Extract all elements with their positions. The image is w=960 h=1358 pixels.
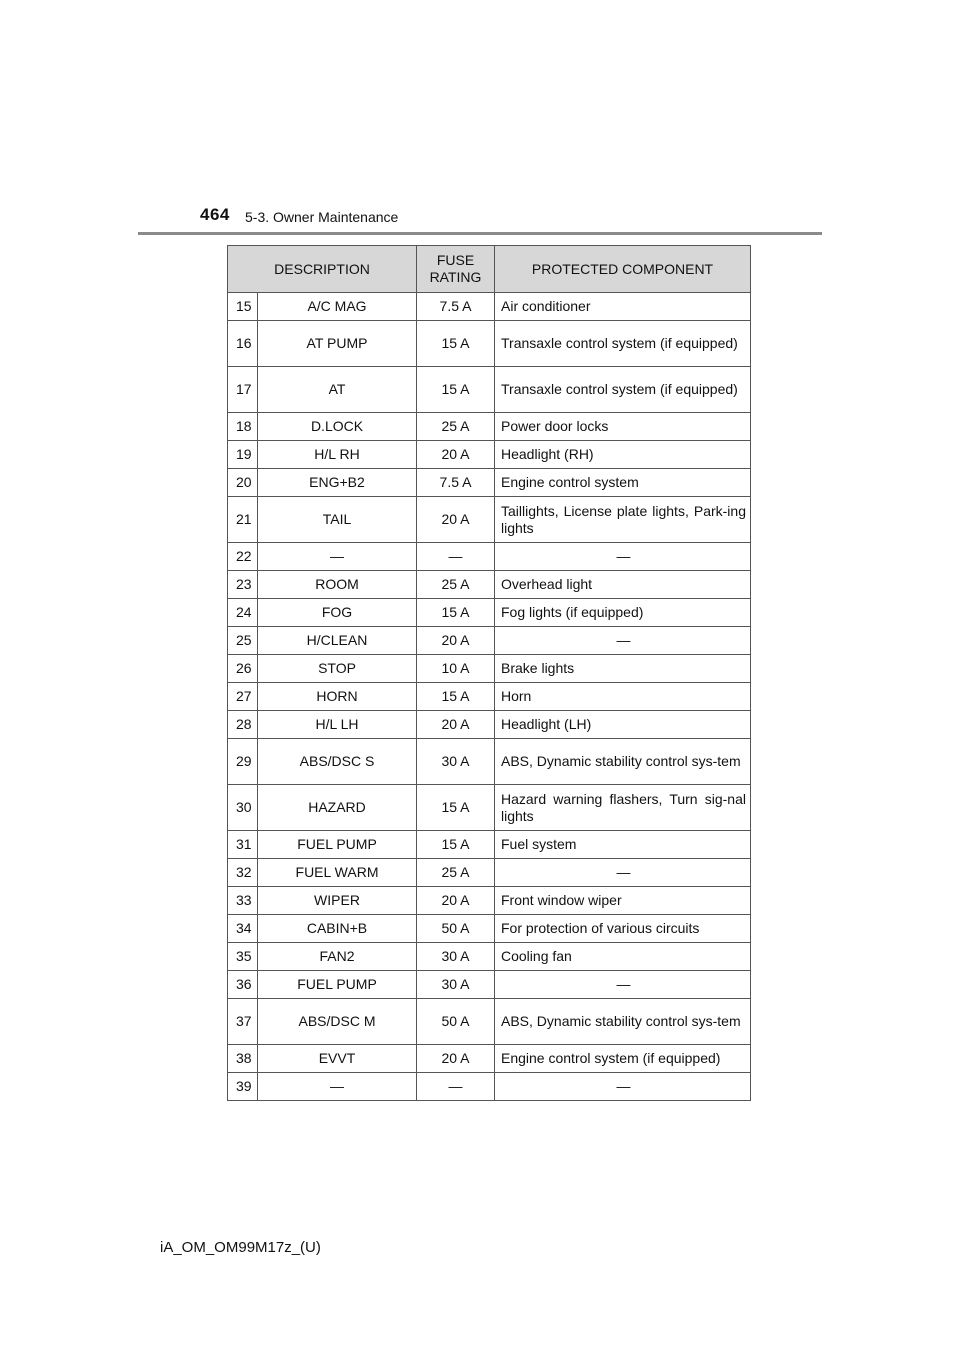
cell-number: 27 — [228, 683, 258, 711]
cell-fuse-rating: 50 A — [417, 999, 495, 1045]
cell-protected-component: — — [495, 1073, 751, 1101]
cell-number: 18 — [228, 413, 258, 441]
cell-fuse-rating: 10 A — [417, 655, 495, 683]
cell-fuse-rating: 7.5 A — [417, 293, 495, 321]
cell-protected-component: Hazard warning flashers, Turn sig-nal lights — [495, 785, 751, 831]
cell-number: 30 — [228, 785, 258, 831]
cell-fuse-rating: 20 A — [417, 441, 495, 469]
table-header-row — [228, 246, 751, 293]
cell-description: ROOM — [258, 571, 417, 599]
cell-protected-component: Power door locks — [495, 413, 751, 441]
cell-fuse-rating: 15 A — [417, 831, 495, 859]
cell-fuse-rating: 7.5 A — [417, 469, 495, 497]
cell-description: H/CLEAN — [258, 627, 417, 655]
table-row — [228, 831, 751, 859]
cell-protected-component: — — [495, 543, 751, 571]
cell-description: — — [258, 543, 417, 571]
cell-number: 29 — [228, 739, 258, 785]
cell-number: 36 — [228, 971, 258, 999]
table-row — [228, 739, 751, 785]
cell-description: EVVT — [258, 1045, 417, 1073]
cell-protected-component: Taillights, License plate lights, Park-ing lights — [495, 497, 751, 543]
cell-protected-component: — — [495, 627, 751, 655]
table-row — [228, 887, 751, 915]
cell-fuse-rating: 30 A — [417, 739, 495, 785]
cell-number: 22 — [228, 543, 258, 571]
cell-protected-component: Engine control system (if equipped) — [495, 1045, 751, 1073]
table-row — [228, 469, 751, 497]
table-row — [228, 785, 751, 831]
table-row — [228, 655, 751, 683]
header-rule — [138, 232, 822, 235]
cell-description: FUEL PUMP — [258, 971, 417, 999]
cell-protected-component: — — [495, 971, 751, 999]
cell-fuse-rating: 20 A — [417, 711, 495, 739]
table-row — [228, 1073, 751, 1101]
cell-number: 20 — [228, 469, 258, 497]
cell-description: FUEL WARM — [258, 859, 417, 887]
cell-protected-component: Overhead light — [495, 571, 751, 599]
cell-fuse-rating: 30 A — [417, 971, 495, 999]
page-number: 464 — [200, 205, 230, 224]
cell-protected-component: For protection of various circuits — [495, 915, 751, 943]
table-row — [228, 293, 751, 321]
cell-fuse-rating: 25 A — [417, 571, 495, 599]
cell-number: 16 — [228, 321, 258, 367]
cell-number: 17 — [228, 367, 258, 413]
cell-description: CABIN+B — [258, 915, 417, 943]
table-row — [228, 367, 751, 413]
cell-number: 39 — [228, 1073, 258, 1101]
cell-description: FAN2 — [258, 943, 417, 971]
cell-description: AT — [258, 367, 417, 413]
column-header-fuse-rating — [417, 246, 495, 293]
table-row — [228, 413, 751, 441]
table-row — [228, 627, 751, 655]
cell-description: — — [258, 1073, 417, 1101]
cell-fuse-rating: 20 A — [417, 1045, 495, 1073]
cell-protected-component: Front window wiper — [495, 887, 751, 915]
table-row — [228, 915, 751, 943]
cell-description: A/C MAG — [258, 293, 417, 321]
table-row — [228, 441, 751, 469]
cell-fuse-rating: 25 A — [417, 859, 495, 887]
cell-protected-component: Headlight (LH) — [495, 711, 751, 739]
cell-protected-component: Transaxle control system (if equipped) — [495, 321, 751, 367]
cell-fuse-rating: 30 A — [417, 943, 495, 971]
cell-number: 28 — [228, 711, 258, 739]
cell-description: H/L LH — [258, 711, 417, 739]
cell-number: 19 — [228, 441, 258, 469]
cell-fuse-rating: 20 A — [417, 497, 495, 543]
cell-description: D.LOCK — [258, 413, 417, 441]
cell-protected-component: Engine control system — [495, 469, 751, 497]
cell-fuse-rating: — — [417, 543, 495, 571]
document-code: iA_OM_OM99M17z_(U) — [160, 1239, 321, 1256]
cell-protected-component: ABS, Dynamic stability control sys-tem — [495, 999, 751, 1045]
cell-number: 15 — [228, 293, 258, 321]
section-title: 5-3. Owner Maintenance — [245, 209, 399, 225]
cell-number: 34 — [228, 915, 258, 943]
table-row — [228, 943, 751, 971]
cell-protected-component: Fog lights (if equipped) — [495, 599, 751, 627]
fuse-rating-line1: FUSE — [436, 252, 475, 268]
cell-protected-component: Fuel system — [495, 831, 751, 859]
column-header-description: DESCRIPTION — [228, 246, 417, 293]
fuse-table-body — [228, 293, 751, 1101]
cell-description: ENG+B2 — [258, 469, 417, 497]
table-row — [228, 999, 751, 1045]
cell-description: TAIL — [258, 497, 417, 543]
column-header-protected-component: PROTECTED COMPONENT — [495, 246, 751, 293]
cell-fuse-rating: 25 A — [417, 413, 495, 441]
cell-description: ABS/DSC M — [258, 999, 417, 1045]
cell-number: 35 — [228, 943, 258, 971]
cell-description: FOG — [258, 599, 417, 627]
cell-protected-component: Brake lights — [495, 655, 751, 683]
cell-description: AT PUMP — [258, 321, 417, 367]
cell-protected-component: — — [495, 859, 751, 887]
cell-number: 25 — [228, 627, 258, 655]
cell-number: 32 — [228, 859, 258, 887]
table-row — [228, 971, 751, 999]
cell-fuse-rating: 15 A — [417, 367, 495, 413]
cell-number: 33 — [228, 887, 258, 915]
cell-protected-component: Headlight (RH) — [495, 441, 751, 469]
cell-number: 38 — [228, 1045, 258, 1073]
cell-number: 21 — [228, 497, 258, 543]
table-row — [228, 543, 751, 571]
cell-number: 31 — [228, 831, 258, 859]
cell-description: ABS/DSC S — [258, 739, 417, 785]
cell-fuse-rating: 15 A — [417, 321, 495, 367]
table-row — [228, 1045, 751, 1073]
cell-fuse-rating: 15 A — [417, 785, 495, 831]
table-row — [228, 859, 751, 887]
table-row — [228, 683, 751, 711]
cell-description: STOP — [258, 655, 417, 683]
table-row — [228, 599, 751, 627]
cell-number: 24 — [228, 599, 258, 627]
cell-protected-component: Air conditioner — [495, 293, 751, 321]
cell-fuse-rating: 20 A — [417, 627, 495, 655]
cell-description: HAZARD — [258, 785, 417, 831]
fuse-rating-line2: RATING — [429, 269, 482, 285]
cell-description: H/L RH — [258, 441, 417, 469]
cell-fuse-rating: 20 A — [417, 887, 495, 915]
cell-number: 26 — [228, 655, 258, 683]
cell-description: FUEL PUMP — [258, 831, 417, 859]
cell-protected-component: ABS, Dynamic stability control sys-tem — [495, 739, 751, 785]
cell-protected-component: Transaxle control system (if equipped) — [495, 367, 751, 413]
cell-fuse-rating: 15 A — [417, 683, 495, 711]
cell-protected-component: Cooling fan — [495, 943, 751, 971]
cell-fuse-rating: 50 A — [417, 915, 495, 943]
cell-description: HORN — [258, 683, 417, 711]
cell-protected-component: Horn — [495, 683, 751, 711]
table-row — [228, 711, 751, 739]
table-row — [228, 497, 751, 543]
cell-number: 37 — [228, 999, 258, 1045]
cell-fuse-rating: 15 A — [417, 599, 495, 627]
cell-fuse-rating: — — [417, 1073, 495, 1101]
cell-number: 23 — [228, 571, 258, 599]
table-row — [228, 321, 751, 367]
fuse-table — [227, 245, 751, 1101]
table-row — [228, 571, 751, 599]
cell-description: WIPER — [258, 887, 417, 915]
